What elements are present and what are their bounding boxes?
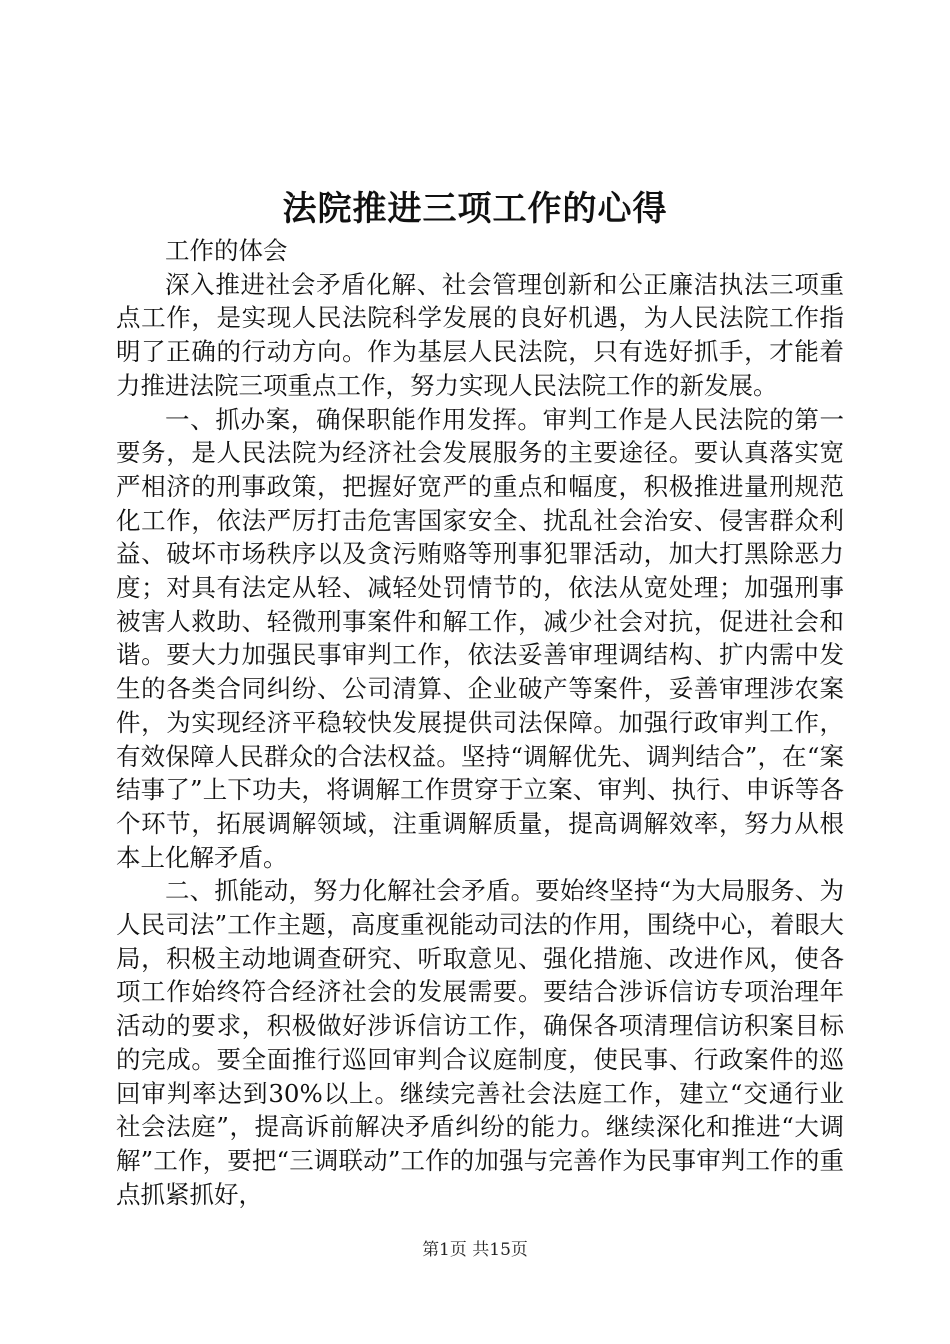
- paragraph-section-1: 一、抓办案，确保职能作用发挥。审判工作是人民法院的第一要务，是人民法院为经济社会发展服务的主要途径。要认真落实宽严相济的刑事政策，把握好宽严的重点和幅度，积极推进量刑规范化工作，依法严厉打击危害国家安全、扰乱社会治安、侵害群众利益、破坏市场秩序以及贪污贿赂等刑事犯罪活动，加大打黑除恶力度；对具有法定从轻、减轻处罚情节的，依法从宽处理；加强刑事被害人救助、轻微刑事案件和解工作，减少社会对抗，促进社会和谐。要大力加强民事审判工作，依法妥善审理调结构、扩内需中发生的各类合同纠纷、公司清算、企业破产等案件，妥善审理涉农案件，为实现经济平稳较快发展提供司法保障。加强行政审判工作，有效保障人民群众的合法权益。坚持“调解优先、调判结合”，在“案结事了”上下功夫，将调解工作贯穿于立案、审判、执行、申诉等各个环节，拓展调解领域，注重调解质量，提高调解效率，努力从根本上化解矛盾。: [116, 404, 844, 872]
- paragraph-intro: 深入推进社会矛盾化解、社会管理创新和公正廉洁执法三项重点工作，是实现人民法院科学发展的良好机遇，为人民法院工作指明了正确的行动方向。作为基层人民法院，只有选好抓手，才能着力推进法院三项重点工作，努力实现人民法院工作的新发展。: [116, 269, 844, 400]
- paragraph-subtitle: 工作的体会: [165, 236, 288, 265]
- page-footer: 第1页 共15页: [422, 1240, 528, 1260]
- document-title: 法院推进三项工作的心得: [282, 189, 668, 229]
- paragraph-section-2: 二、抓能动，努力化解社会矛盾。要始终坚持“为大局服务、为人民司法”工作主题，高度重视能动司法的作用，围绕中心，着眼大局，积极主动地调查研究、听取意见、强化措施、改进作风，使各项工作始终符合经济社会的发展需要。要结合涉诉信访专项治理年活动的要求，积极做好涉诉信访工作，确保各项清理信访积案目标的完成。要全面推行巡回审判合议庭制度，使民事、行政案件的巡回审判率达到30%以上。继续完善社会法庭工作，建立“交通行业社会法庭”，提高诉前解决矛盾纠纷的能力。继续深化和推进“大调解”工作，要把“三调联动”工作的加强与完善作为民事审判工作的重点抓紧抓好，: [116, 876, 844, 1209]
- document-body: [116, 234, 844, 1211]
